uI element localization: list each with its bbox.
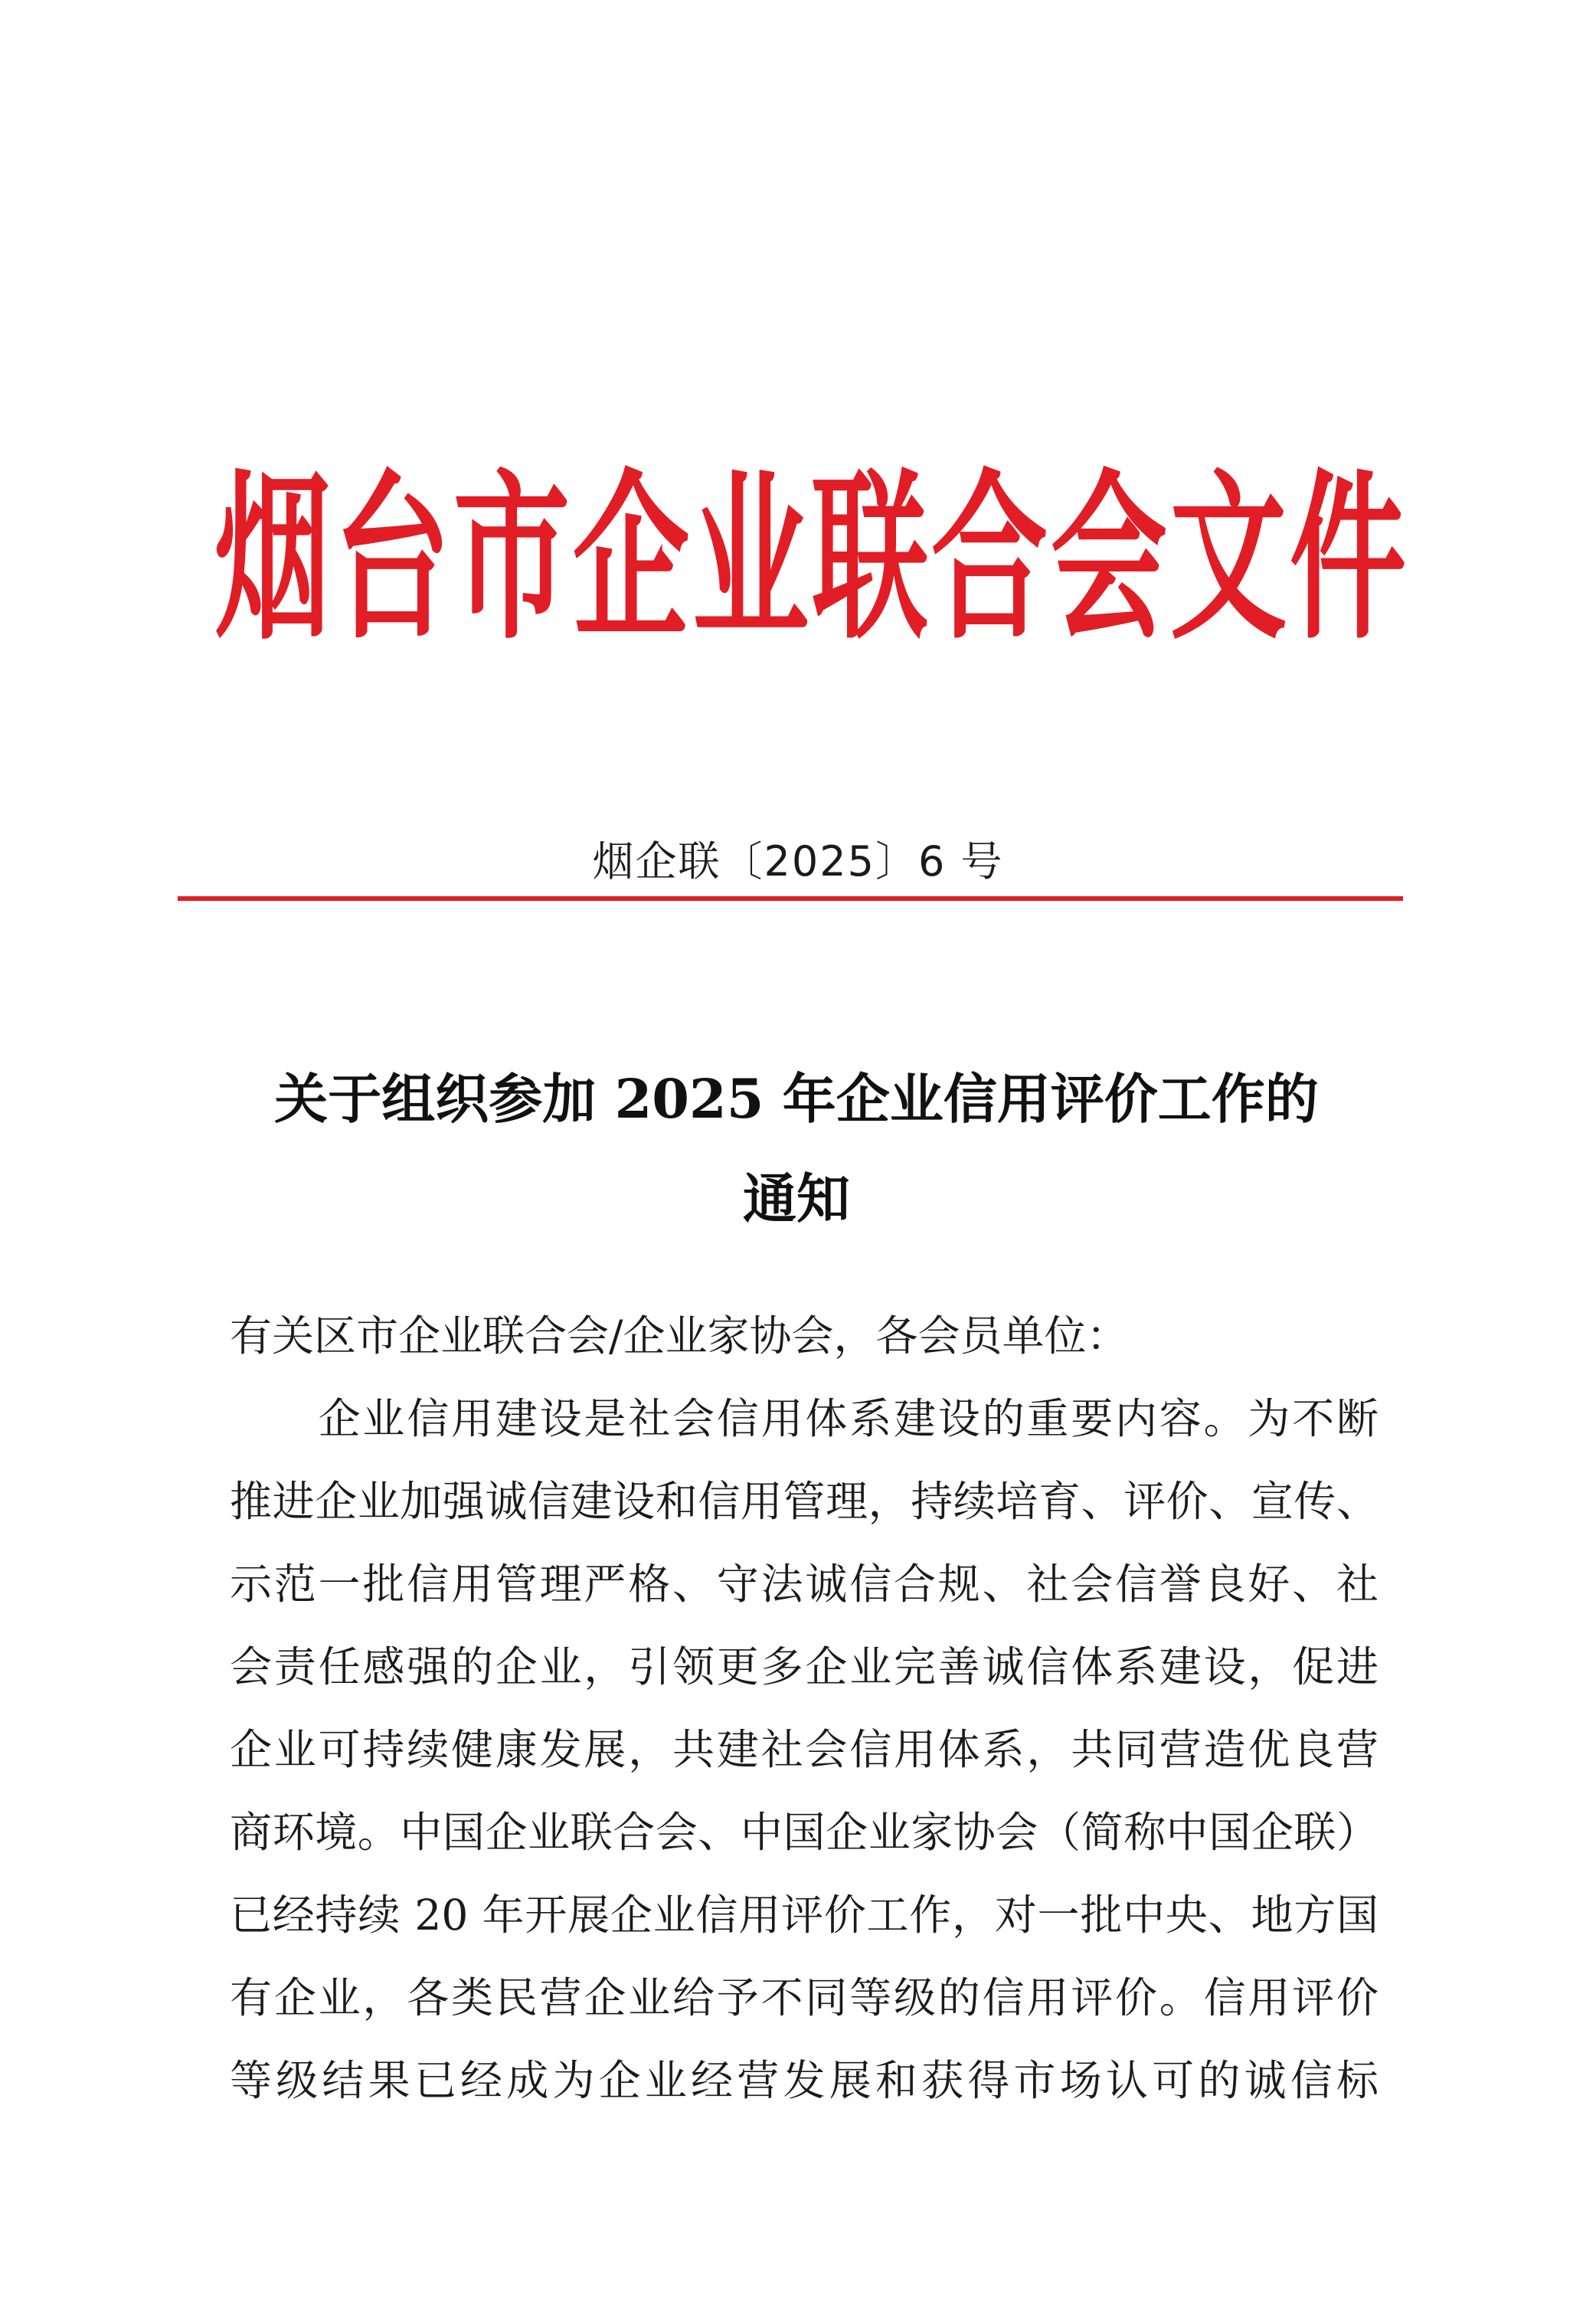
paragraph-line: 企业可持续健康发展，共建社会信用体系，共同营造优良营 <box>230 1725 1379 1774</box>
paragraph-line: 有企业，各类民营企业给予不同等级的信用评价。信用评价 <box>230 1973 1379 2022</box>
paragraph-line: 等级结果已经成为企业经营发展和获得市场认可的诚信标 <box>230 2056 1379 2105</box>
notice-body <box>230 1295 1379 2122</box>
paragraph-line: 会责任感强的企业，引领更多企业完善诚信体系建设，促进 <box>230 1642 1379 1691</box>
paragraph-line: 示范一批信用管理严格、守法诚信合规、社会信誉良好、社 <box>230 1560 1379 1609</box>
paragraph-1 <box>230 1377 1379 2122</box>
paragraph-line: 推进企业加强诚信建设和信用管理，持续培育、评价、宣传、 <box>230 1477 1379 1526</box>
paragraph-line: 已经持续 20 年开展企业信用评价工作，对一批中央、地方国 <box>230 1891 1379 1940</box>
masthead-title: 烟台市企业联合会文件 <box>214 453 1409 664</box>
paragraph-line: 商环境。中国企业联合会、中国企业家协会（简称中国企联） <box>230 1808 1379 1857</box>
paragraph-line: 企业信用建设是社会信用体系建设的重要内容。为不断 <box>230 1394 1379 1443</box>
salutation: 有关区市企业联合会/企业家协会，各会员单位： <box>230 1311 1129 1360</box>
red-divider-line <box>178 896 1403 901</box>
notice-title <box>184 1049 1409 1249</box>
notice-title-line-1: 关于组织参加 2025 年企业信用评价工作的 <box>274 1067 1319 1131</box>
notice-title-line-2: 通知 <box>743 1167 850 1230</box>
document-number: 烟企联〔2025〕6 号 <box>592 837 1004 886</box>
